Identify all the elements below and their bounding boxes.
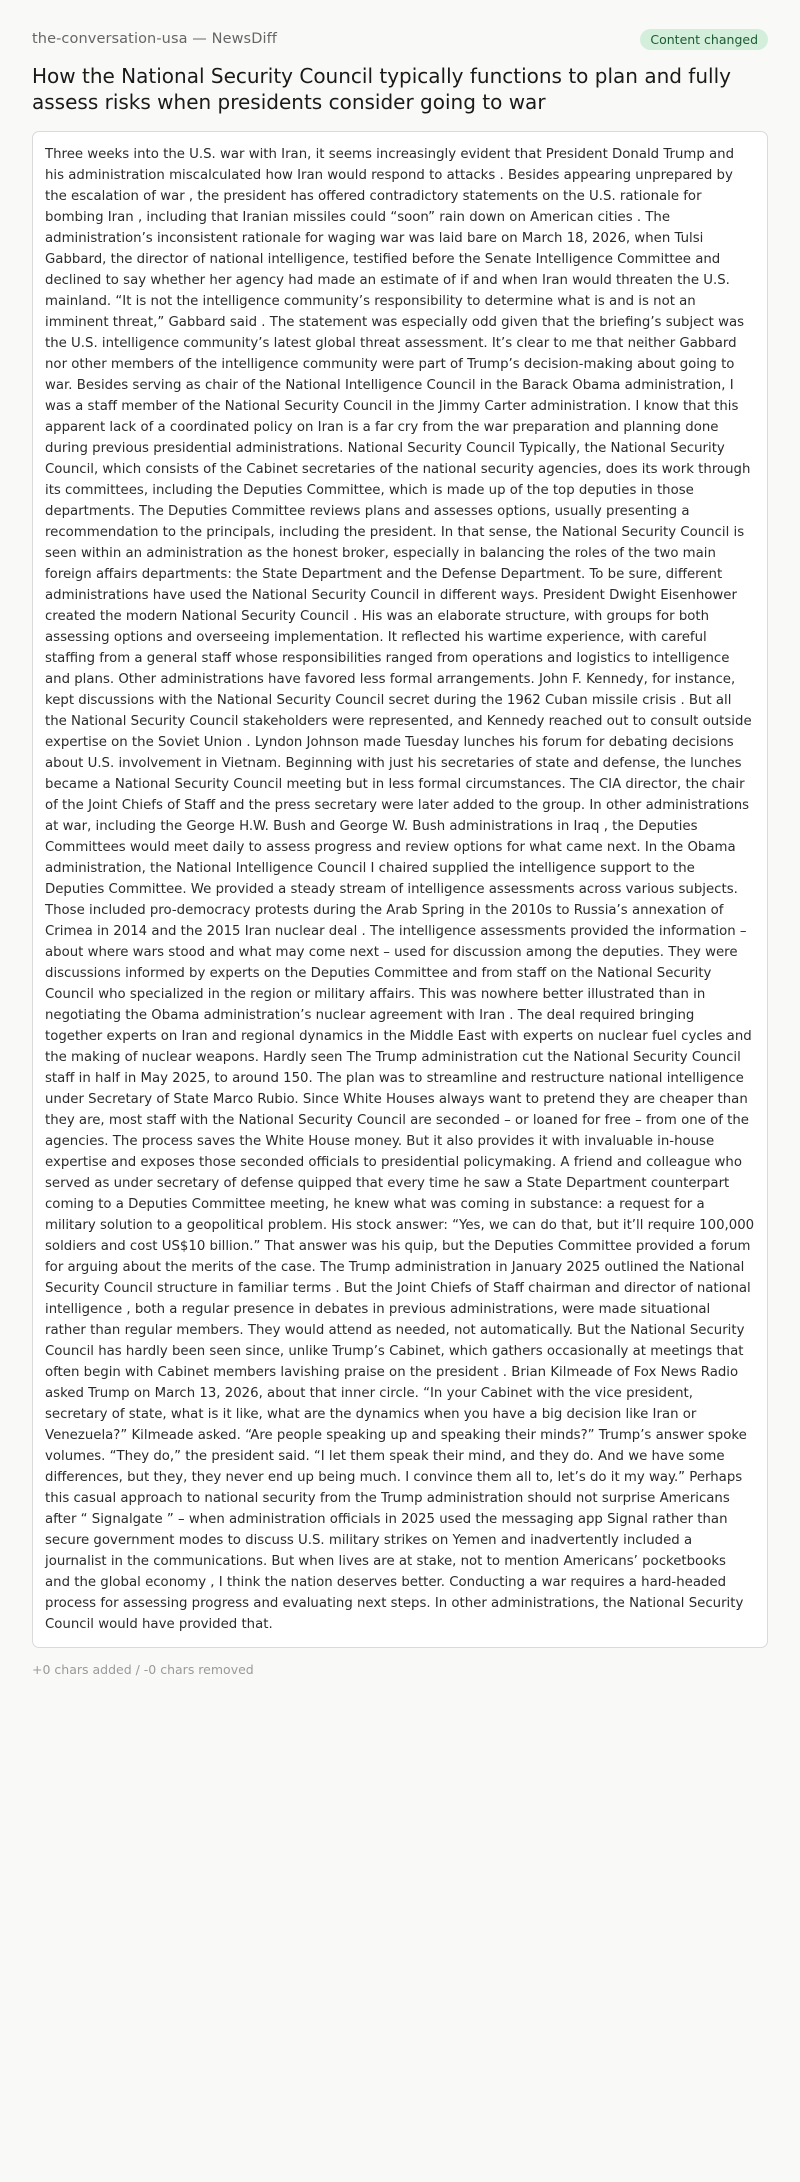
status-badge: Content changed xyxy=(640,29,768,50)
source-label: the-conversation-usa — NewsDiff xyxy=(32,31,278,47)
article-card xyxy=(32,131,768,1648)
article-title: How the National Security Council typically functions to plan and fully assess risks when presidents consider going to war xyxy=(32,64,731,114)
article-body: Three weeks into the U.S. war with Iran, it seems increasingly evident that President Donald Trump and his administration miscalculated how Iran would respond to attacks . Besides appearing unprepared by the escalation of war , the president has offered contradictory statements on the U.S. rationale for bombing Iran , including that Iranian missiles could “soon” rain down on American cities . The administration’s inconsistent rationale for waging war was laid bare on March 18, 2026, when Tulsi Gabbard, the director of national intelligence, testified before the Senate Intelligence Committee and declined to say whether her agency had made an estimate of if and when Iran would threaten the U.S. mainland. “It is not the intelligence community’s responsibility to determine what is and is not an imminent threat,” Gabbard said . The statement was especially odd given that the briefing’s subject was the U.S. intelligence community’s latest global threat assessment. It’s clear to me that neither Gabbard nor other members of the intelligence community were part of Trump’s decision-making about going to war. Besides serving as chair of the National Intelligence Council in the Barack Obama administration, I was a staff member of the National Security Council in the Jimmy Carter administration. I know that this apparent lack of a coordinated policy on Iran is a far cry from the war preparation and planning done during previous presidential administrations. National Security Council Typically, the National Security Council, which consists of the Cabinet secretaries of the national security agencies, does its work through its committees, including the Deputies Committee, which is made up of the top deputies in those departments. The Deputies Committee reviews plans and assesses options, usually presenting a recommendation to the principals, including the president. In that sense, the National Security Council is seen within an administration as the honest broker, especially in balancing the roles of the two main foreign affairs departments: the State Department and the Defense Department. To be sure, different administrations have used the National Security Council in different ways. President Dwight Eisenhower created the modern National Security Council . His was an elaborate structure, with groups for both assessing options and overseeing implementation. It reflected his wartime experience, with careful staffing from a general staff whose responsibilities ranged from operations and logistics to intelligence and plans. Other administrations have favored less formal arrangements. John F. Kennedy, for instance, kept discussions with the National Security Council secret during the 1962 Cuban missile crisis . But all the National Security Council stakeholders were represented, and Kennedy reached out to consult outside expertise on the Soviet Union . Lyndon Johnson made Tuesday lunches his forum for debating decisions about U.S. involvement in Vietnam. Beginning with just his secretaries of state and defense, the lunches became a National Security Council meeting but in less formal circumstances. The CIA director, the chair of the Joint Chiefs of Staff and the press secretary were later added to the group. In other administrations at war, including the George H.W. Bush and George W. Bush administrations in Iraq , the Deputies Committees would meet daily to assess progress and review options for what came next. In the Obama administration, the National Intelligence Council I chaired supplied the intelligence support to the Deputies Committee. We provided a steady stream of intelligence assessments across various subjects. Those included pro-democracy protests during the Arab Spring in the 2010s to Russia’s annexation of Crimea in 2014 and the 2015 Iran nuclear deal . The intelligence assessments provided the information – about where wars stood and what may come next – used for discussion among the deputies. They were discussions informed by experts on the Deputies Committee and from staff on the National Security Council who specialized in the region or military affairs. This was nowhere better illustrated than in negotiating the Obama administration’s nuclear agreement with Iran . The deal required bringing together experts on Iran and regional dynamics in the Middle East with experts on nuclear fuel cycles and the making of nuclear weapons. Hardly seen The Trump administration cut the National Security Council staff in half in May 2025, to around 150. The plan was to streamline and restructure national intelligence under Secretary of State Marco Rubio. Since White Houses always want to pretend they are cheaper than they are, most staff with the National Security Council are seconded – or loaned for free – from one of the agencies. The process saves the White House money. But it also provides it with invaluable in-house expertise and exposes those seconded officials to presidential policymaking. A friend and colleague who served as under secretary of defense quipped that every time he saw a State Department counterpart coming to a Deputies Committee meeting, he knew what was coming in substance: a request for a military solution to a geopolitical problem. His stock answer: “Yes, we can do that, but it’ll require 100,000 soldiers and cost US$10 billion.” That answer was his quip, but the Deputies Committee provided a forum for arguing about the merits of the case. The Trump administration in January 2025 outlined the National Security Council structure in familiar terms . But the Joint Chiefs of Staff chairman and director of national intelligence , both a regular presence in debates in previous administrations, were made situational rather than regular members. They would attend as needed, not automatically. But the National Security Council has hardly been seen since, unlike Trump’s Cabinet, which gathers occasionally at meetings that often begin with Cabinet members lavishing praise on the president . Brian Kilmeade of Fox News Radio asked Trump on March 13, 2026, about that inner circle. “In your Cabinet with the vice president, secretary of state, what is it like, what are the dynamics when you have a big decision like Iran or Venezuela?” Kilmeade asked. “Are people speaking up and speaking their minds?” Trump’s answer spoke volumes. “They do,” the president said. “I let them speak their mind, and they do. And we have some differences, but they, they never end up being much. I convince them all to, let’s do it my way.” Perhaps this casual approach to national security from the Trump administration should not surprise Americans after “ Signalgate ” – when administration officials in 2025 used the messaging app Signal rather than secure government modes to discuss U.S. military strikes on Yemen and inadvertently included a journalist in the communications. But when lives are at stake, not to mention Americans’ pocketbooks and the global economy , I think the nation deserves better. Conducting a war requires a hard-headed process for assessing progress and evaluating next steps. In other administrations, the National Security Council would have provided that. xyxy=(45,147,755,1632)
diff-stats: +0 chars added / -0 chars removed xyxy=(32,1662,254,1677)
page-header xyxy=(32,28,768,50)
